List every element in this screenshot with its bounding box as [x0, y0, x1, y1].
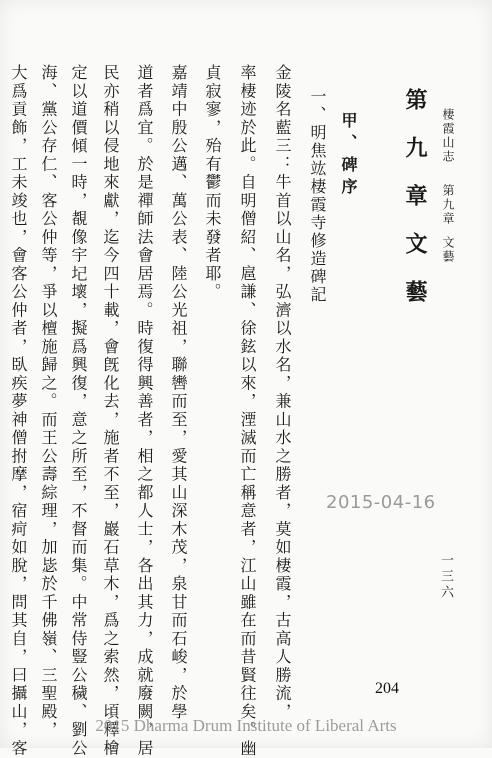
watermark-text: 2015 Dharma Drum Institute of Liberal Arts [95, 716, 397, 735]
body-column-8: 海、黨公存仁、客公仲等，爭以檀施歸之。而王公壽綜理，加毖於千佛嶺、三聖殿， [39, 64, 58, 740]
running-header-chapter-name: 文藝 [441, 236, 455, 264]
body-column-3: 貞寂寥，殆有鬱而未發者耶。 [203, 64, 222, 302]
body-column-6: 民亦稍以侵地來獻，迄今四十載，會旣化去，施者不至，巖石草木，爲之索然，頃釋檜 [101, 64, 120, 758]
section-title: 甲、碑序 [339, 112, 358, 200]
body-column-7: 定以道價傾一時，覩像宇圮壞，擬爲興復，意之所至，不督而集。中常侍豎公穢、劉公 [69, 64, 88, 758]
date-stamp: 2015-04-16 [326, 492, 436, 513]
article-title: 一、明焦竑棲霞寺修造碑記 [308, 88, 327, 304]
running-header-book-title: 棲霞山志 [441, 108, 455, 164]
running-header-chapter-label: 第九章 [441, 184, 455, 226]
chapter-title: 第九章文藝 [402, 88, 428, 328]
body-column-5: 道者爲宜。於是禪師法會居焉。時復得興善者，相之都人士，各出其力，成就廢闕，居 [135, 64, 154, 758]
body-column-1: 金陵名藍三：牛首以山名，弘濟以水名，兼山水之勝者，莫如棲霞，古高人勝流， [273, 64, 292, 721]
body-column-9: 大爲貢飾，工未竣也，會客公仲者，臥疾夢神僧拊摩，宿疴如脫，問其自，曰攝山，客 [9, 64, 28, 758]
running-header [442, 108, 454, 264]
body-column-2: 率棲迹於此。自明僧紹、扈謙、徐鉉以來，湮滅而亡稱意者，江山雖在而昔賢往矣。幽 [238, 64, 257, 758]
page-number: 204 [375, 680, 399, 697]
body-column-4: 嘉靖中殷公邁、萬公表、陸公光祖，聯轡而至，愛其山深木茂，泉甘而石峻，於學 [169, 64, 188, 721]
page-number-chinese: 一三六 [438, 553, 453, 601]
